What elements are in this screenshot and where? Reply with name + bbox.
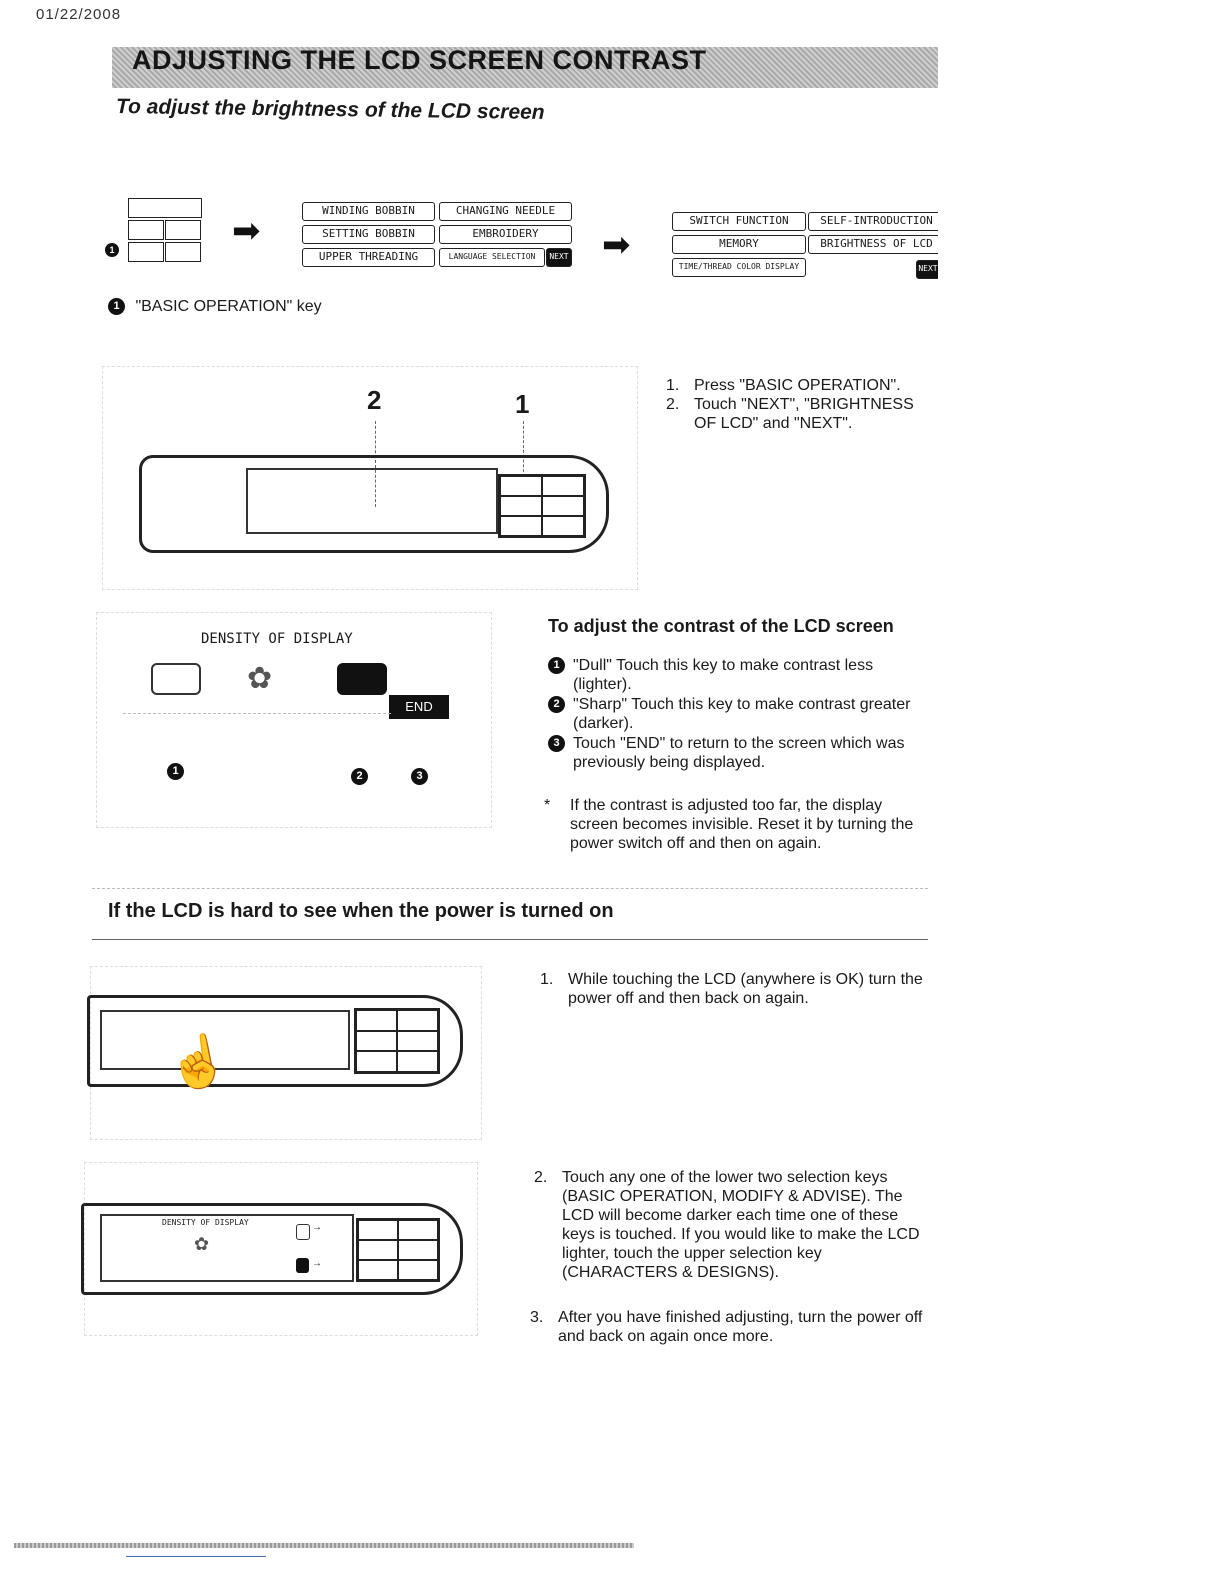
density-diagram-box	[96, 612, 492, 828]
dull-key[interactable]	[296, 1224, 310, 1240]
note-mark: *	[544, 797, 551, 814]
bear-mascot-icon: ✿	[247, 662, 273, 695]
screen-divider	[123, 713, 391, 714]
step-number: 1.	[540, 971, 554, 988]
marker-3-icon: 3	[548, 735, 565, 752]
step-text: Touch "NEXT", "BRIGHTNESS OF LCD" and "NEXT".	[694, 396, 914, 432]
diagram-label-1: 1	[515, 389, 530, 419]
contrast-note	[544, 796, 932, 853]
menu-key-switch-function[interactable]: SWITCH FUNCTION	[672, 212, 806, 231]
step-number: 3.	[530, 1309, 544, 1326]
contrast-item-text: "Dull" Touch this key to make contrast less (lighter).	[573, 657, 874, 693]
dull-arrow-icon: →	[312, 1222, 322, 1233]
lcd-key-grid	[356, 1218, 440, 1282]
section3-step-1	[540, 970, 928, 1008]
menu-key-winding-bobbin[interactable]: WINDING BOBBIN	[302, 202, 435, 221]
lcd-frame	[87, 995, 463, 1087]
dull-key[interactable]	[151, 663, 201, 695]
marker-2-icon: 2	[548, 696, 565, 713]
menu-key-language-selection[interactable]: LANGUAGE SELECTION	[439, 248, 545, 267]
end-key[interactable]	[389, 695, 449, 719]
lcd-diagram-box	[102, 366, 638, 590]
menu-key-self-introduction[interactable]: SELF-INTRODUCTION	[808, 212, 938, 231]
menu-key-next[interactable]: NEXT	[916, 260, 938, 279]
marker-1-icon: 1	[548, 657, 565, 674]
touch-lcd-diagram-box	[90, 966, 482, 1140]
step-text: While touching the LCD (anywhere is OK) turn the power off and then back on again.	[568, 971, 923, 1007]
key-caption	[108, 297, 322, 316]
marker-1-icon: 1	[167, 763, 184, 780]
menu-screen-2	[670, 210, 938, 286]
end-key-label: END	[405, 699, 433, 714]
menu-key-brightness-of-lcd[interactable]: BRIGHTNESS OF LCD	[808, 235, 938, 254]
brightness-subtitle: To adjust the brightness of the LCD screen	[115, 95, 545, 124]
darken-lcd-diagram-box	[84, 1162, 478, 1336]
section3-step-3	[530, 1308, 924, 1346]
lcd-screen	[246, 468, 498, 534]
lcd-key-grid	[354, 1008, 440, 1074]
banner-title: ADJUSTING THE LCD SCREEN CONTRAST	[132, 45, 707, 75]
key-caption-text: "BASIC OPERATION" key	[135, 298, 322, 315]
bottom-line	[126, 1556, 266, 1557]
section3-title: If the LCD is hard to see when the power is turned on	[108, 900, 614, 922]
lcd-frame	[139, 455, 609, 553]
step-text: After you have finished adjusting, turn the power off and back on again once more.	[558, 1309, 923, 1345]
arrow-right-icon: ➡	[232, 212, 261, 250]
step-number: 1.	[666, 377, 680, 394]
page-date: 01/22/2008	[36, 6, 122, 23]
menu-key-setting-bobbin[interactable]: SETTING BOBBIN	[302, 225, 435, 244]
sharp-key[interactable]	[337, 663, 387, 695]
sharp-arrow-icon: →	[312, 1258, 322, 1269]
step-text: Touch any one of the lower two selection keys (BASIC OPERATION, MODIFY & ADVISE). The LCD will become darker each time one of these keys is touched. If you would like to make the LCD lighter, touch the upper selection key (CHARACTERS & DESIGNS).	[562, 1169, 920, 1281]
menu-key-upper-threading[interactable]: UPPER THREADING	[302, 248, 435, 267]
marker-3-icon: 3	[411, 768, 428, 785]
marker-2-icon: 2	[351, 768, 368, 785]
marker-1-icon: 1	[105, 243, 119, 257]
contrast-subtitle: To adjust the contrast of the LCD screen	[548, 616, 894, 636]
menu-key-memory[interactable]: MEMORY	[672, 235, 806, 254]
section3-step-2	[534, 1168, 924, 1282]
step-number: 2.	[666, 396, 680, 413]
menu-key-time-thread-color-display[interactable]: TIME/THREAD COLOR DISPLAY	[672, 258, 806, 277]
brightness-steps	[666, 376, 938, 433]
menu-screen-1	[300, 202, 574, 272]
mini-screen-title: DENSITY OF DISPLAY	[162, 1218, 249, 1227]
contrast-item-text: Touch "END" to return to the screen which was previously being displayed.	[573, 735, 905, 771]
bear-mascot-icon: ✿	[194, 1234, 210, 1254]
note-text: If the contrast is adjusted too far, the display screen becomes invisible. Reset it by turning the power switch off and then on again.	[570, 797, 914, 852]
diagram-label-2: 2	[367, 385, 382, 415]
key-panel-diagram	[128, 198, 202, 264]
section3-heading-box	[92, 888, 928, 940]
density-screen-title: DENSITY OF DISPLAY	[201, 631, 353, 647]
step-number: 2.	[534, 1169, 548, 1186]
lcd-frame	[81, 1203, 463, 1295]
step-text: Press "BASIC OPERATION".	[694, 377, 901, 394]
menu-key-next[interactable]: NEXT	[546, 248, 572, 267]
lcd-key-grid	[498, 474, 586, 538]
bottom-rule	[14, 1543, 634, 1548]
contrast-items	[548, 656, 932, 772]
menu-key-changing-needle[interactable]: CHANGING NEEDLE	[439, 202, 572, 221]
menu-key-embroidery[interactable]: EMBROIDERY	[439, 225, 572, 244]
arrow-right-icon: ➡	[602, 226, 631, 264]
section-banner	[112, 47, 938, 88]
touching-hand-icon: ☝	[162, 1029, 234, 1095]
sharp-key[interactable]	[296, 1258, 309, 1273]
marker-1-icon: 1	[108, 298, 125, 315]
contrast-item-text: "Sharp" Touch this key to make contrast greater (darker).	[573, 696, 911, 732]
lcd-screen	[100, 1214, 354, 1282]
